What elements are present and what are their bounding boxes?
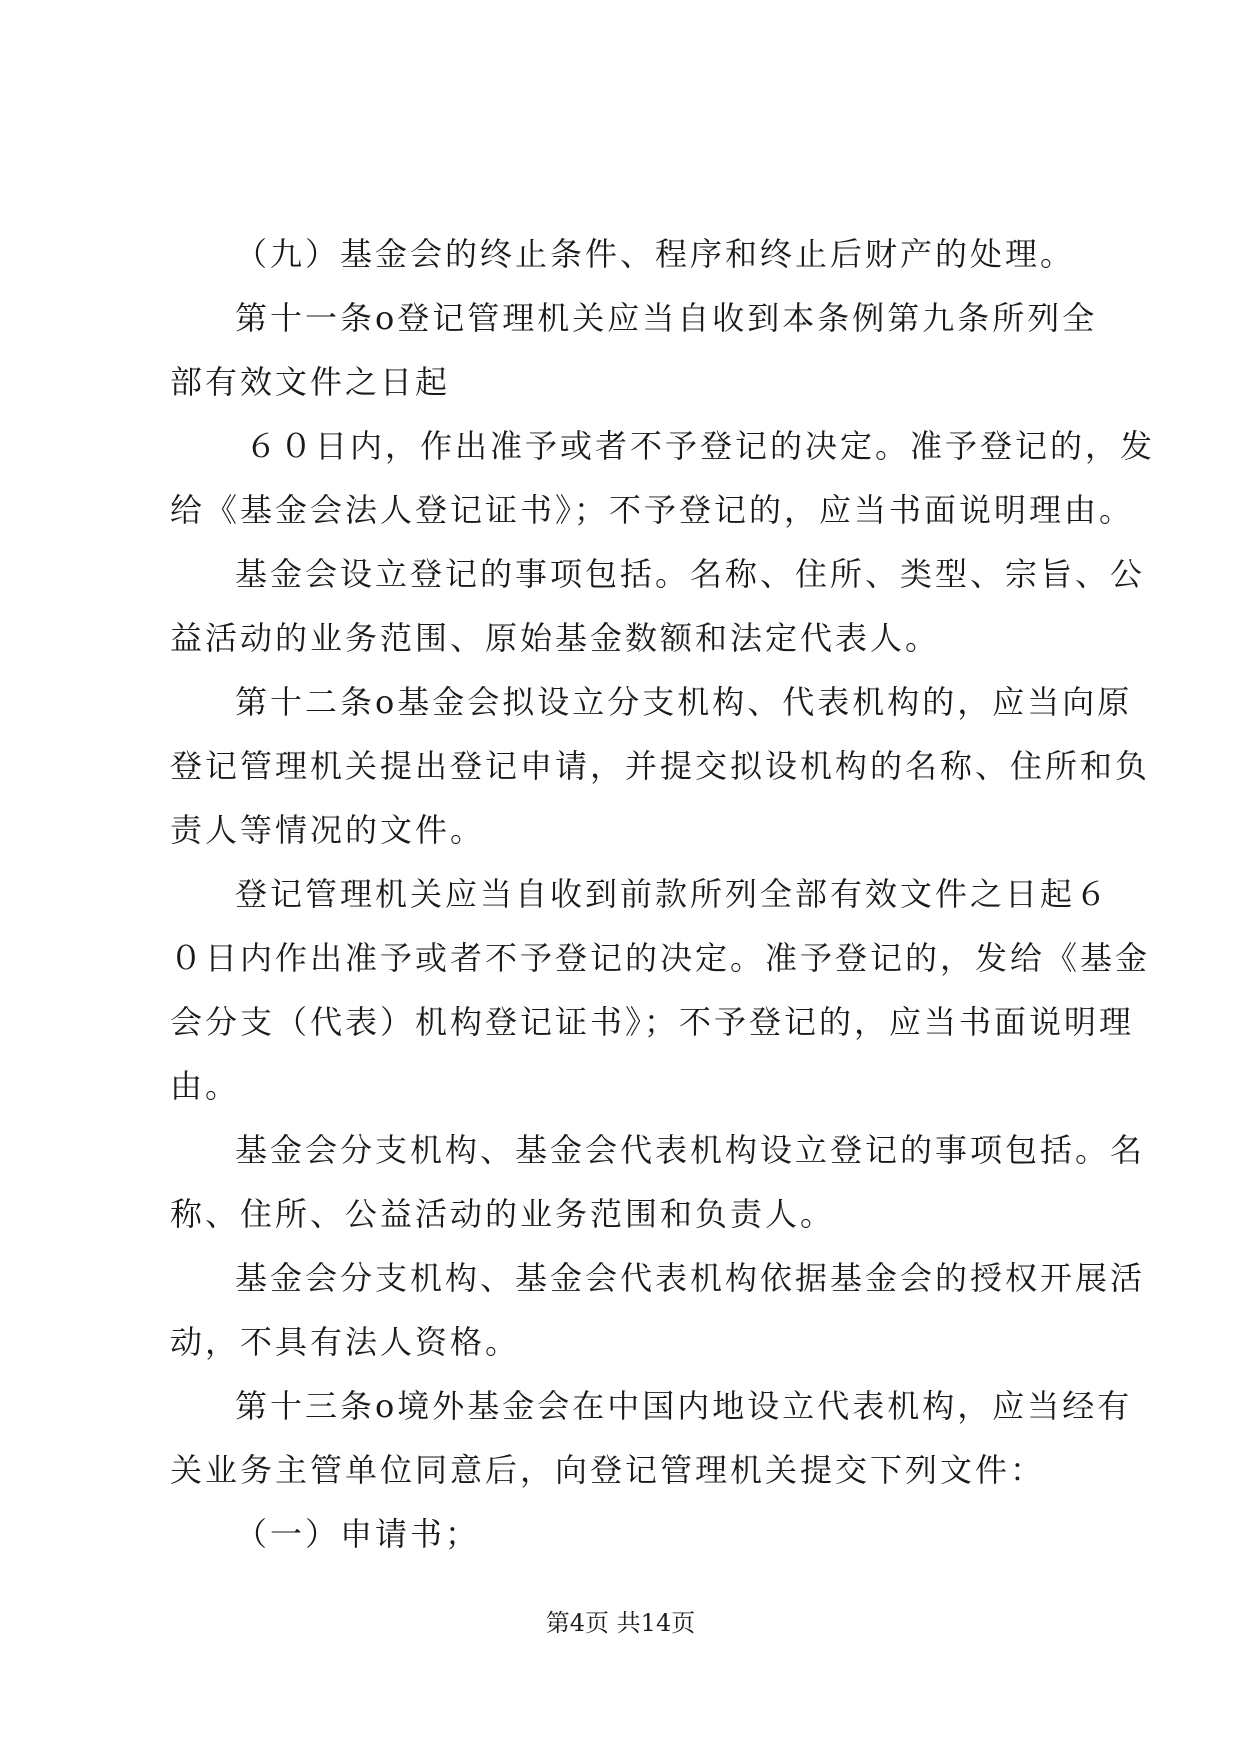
paragraph-line: （一）申请书； bbox=[235, 1515, 481, 1553]
paragraph-line: 基金会设立登记的事项包括。名称、住所、类型、宗旨、公 bbox=[235, 555, 1146, 593]
paragraph-line: 部有效文件之日起 bbox=[170, 363, 451, 401]
paragraph-line: ０日内作出准予或者不予登记的决定。准予登记的，发给《基金 bbox=[170, 939, 1151, 977]
paragraph-line: 称、住所、公益活动的业务范围和负责人。 bbox=[170, 1195, 836, 1233]
document-body bbox=[170, 222, 1156, 1566]
paragraph-line: 益活动的业务范围、原始基金数额和法定代表人。 bbox=[170, 619, 941, 657]
paragraph-line: 责人等情况的文件。 bbox=[170, 811, 486, 849]
paragraph-line: 登记管理机关应当自收到前款所列全部有效文件之日起６ bbox=[235, 875, 1111, 913]
paragraph-line: 给《基金会法人登记证书》；不予登记的，应当书面说明理由。 bbox=[170, 491, 1135, 529]
paragraph-line: 由。 bbox=[170, 1067, 241, 1105]
page-footer: 第4页 共14页 bbox=[545, 1609, 696, 1637]
paragraph-line: 会分支（代表）机构登记证书》；不予登记的，应当书面说明理 bbox=[170, 1003, 1135, 1041]
paragraph-line: 第十三条o境外基金会在中国内地设立代表机构，应当经有 bbox=[235, 1387, 1133, 1425]
paragraph-line: （九）基金会的终止条件、程序和终止后财产的处理。 bbox=[235, 235, 1076, 273]
paragraph-line: ６０日内，作出准予或者不予登记的决定。准予登记的，发 bbox=[245, 427, 1156, 465]
paragraph-line: 动，不具有法人资格。 bbox=[170, 1323, 521, 1361]
paragraph-line: 登记管理机关提出登记申请，并提交拟设机构的名称、住所和负 bbox=[170, 747, 1151, 785]
paragraph-line: 第十二条o基金会拟设立分支机构、代表机构的，应当向原 bbox=[235, 683, 1133, 721]
paragraph-line: 基金会分支机构、基金会代表机构依据基金会的授权开展活 bbox=[235, 1259, 1146, 1297]
paragraph-line: 关业务主管单位同意后，向登记管理机关提交下列文件： bbox=[170, 1451, 1046, 1489]
paragraph-line: 基金会分支机构、基金会代表机构设立登记的事项包括。名 bbox=[235, 1131, 1146, 1169]
paragraph-line: 第十一条o登记管理机关应当自收到本条例第九条所列全 bbox=[235, 299, 1098, 337]
